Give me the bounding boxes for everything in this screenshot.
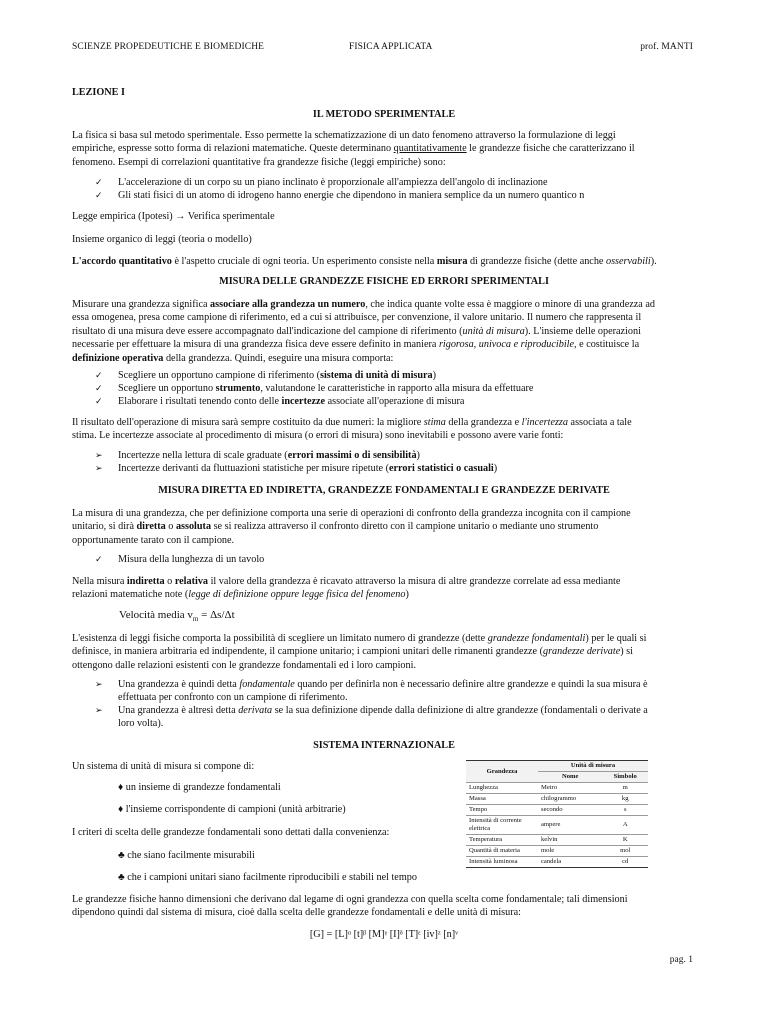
italic-term: fondamentale bbox=[239, 679, 295, 690]
table-row bbox=[466, 805, 648, 816]
list-item-text: L'accelerazione di un corpo su un piano inclinato è proporzionale all'ampiezza dell'angolo di inclinazione bbox=[118, 177, 548, 188]
list-item bbox=[96, 462, 696, 475]
list-item-text: un insieme di grandezze fondamentali bbox=[125, 782, 281, 793]
text-span: Incertezze nella lettura di scale graduate ( bbox=[118, 450, 288, 461]
text-span: ) per le quali si bbox=[585, 633, 647, 644]
text-span: risultato di una misura deve essere accompagnato dall'indicazione del campione di riferimento ( bbox=[72, 325, 463, 337]
table-cell: s bbox=[602, 805, 648, 816]
text-span: Velocità media v bbox=[119, 609, 193, 621]
text-line bbox=[72, 632, 696, 645]
check-icon: ✓ bbox=[95, 396, 103, 406]
text-span: definisce, in maniera arbitraria ed indipendente, il campione unitario; i campioni unitari delle rimanenti grandezze ( bbox=[72, 646, 543, 658]
paragraph-metodo bbox=[72, 129, 696, 169]
text-span: ) bbox=[405, 589, 409, 601]
table-cell: mol bbox=[602, 846, 648, 857]
text-span: le grandezze fisiche che caratterizzano il bbox=[466, 143, 635, 155]
list-item bbox=[96, 189, 696, 202]
text-line: La misura di una grandezza, che per definizione comporta una serie di operazioni di confronto della grandezza incognita con il campione bbox=[72, 508, 631, 519]
list-item bbox=[96, 704, 696, 731]
text-span: , che indica quante volte essa è maggiore o minore di una grandezza ad bbox=[365, 299, 655, 310]
list-item-text: Misura della lunghezza di un tavolo bbox=[118, 554, 265, 565]
club-icon: ♣ bbox=[118, 872, 125, 883]
table-cell: kg bbox=[602, 794, 648, 805]
text-span: L'esistenza di leggi fisiche comporta la possibilità di scegliere un limitato numero di grandezze (dette bbox=[72, 633, 488, 644]
bold-term: diretta bbox=[136, 521, 166, 533]
text-span: è l'aspetto cruciale di ogni teoria. Un esperimento consiste nella bbox=[171, 256, 437, 267]
section-title-misura: MISURA DELLE GRANDEZZE FISICHE ED ERRORI SPERIMENTALI bbox=[219, 276, 549, 287]
table-cell: Tempo bbox=[466, 805, 538, 816]
italic-term: derivata bbox=[238, 705, 273, 716]
table-cell: Lunghezza bbox=[466, 783, 538, 794]
paragraph-incertezze bbox=[72, 416, 696, 443]
text-line bbox=[72, 255, 696, 268]
check-icon: ✓ bbox=[95, 383, 103, 393]
text-line: Le grandezze fisiche hanno dimensioni che derivano dal legame di ogni grandezza con quella scelta come fondamentale; tali dimensioni bbox=[72, 894, 628, 905]
page-number: pag. 1 bbox=[669, 955, 693, 965]
text-span: se si realizza attraverso il confronto diretto con il campione unitario o mediante uno strumento bbox=[211, 521, 599, 533]
italic-term: l'incertezza bbox=[521, 417, 568, 428]
text-span: Una grandezza è quindi detta bbox=[118, 679, 240, 690]
text-span: il valore della grandezza è ricavato attraverso la misura di altre grandezze correlate ad essa mediante bbox=[208, 576, 621, 587]
list-item bbox=[96, 369, 696, 382]
list-item bbox=[96, 449, 696, 462]
text-line bbox=[72, 588, 696, 601]
italic-term: unità di misura bbox=[462, 325, 525, 337]
text-span: necessarie per effettuare la misura di una grandezza fisica deve essere definito in maniera bbox=[72, 339, 439, 351]
text-span: di grandezze fisiche (dette anche bbox=[467, 256, 606, 267]
column-header-unita: Unità di misura bbox=[538, 761, 648, 772]
text-span: Nella misura bbox=[72, 576, 127, 587]
text-span: Elaborare i risultati tenendo conto delle bbox=[118, 396, 282, 407]
text-span: ) bbox=[493, 463, 498, 474]
bold-term: misura bbox=[436, 256, 468, 267]
table-cell: candela bbox=[538, 857, 602, 868]
table-cell: kelvin bbox=[538, 835, 602, 846]
text-line bbox=[72, 575, 696, 588]
text-span: o bbox=[164, 576, 175, 587]
text-line bbox=[72, 416, 696, 429]
table-cell: mole bbox=[538, 846, 602, 857]
text-line bbox=[72, 338, 696, 351]
table-cell: chilogrammo bbox=[538, 794, 602, 805]
club-icon: ♣ bbox=[118, 850, 125, 861]
list-item-text: che siano facilmente misurabili bbox=[127, 850, 255, 861]
list-item-text bbox=[96, 678, 696, 705]
section-title-diretta: MISURA DIRETTA ED INDIRETTA, GRANDEZZE FONDAMENTALI E GRANDEZZE DERIVATE bbox=[158, 485, 610, 496]
text-span: , valutandone le caratteristiche in rapporto alla misura da effettuare bbox=[260, 383, 534, 394]
paragraph-fondamentali bbox=[72, 632, 696, 672]
text-span: Scegliere un opportuno campione di riferimento ( bbox=[118, 370, 320, 381]
text-span: Scegliere un opportuno bbox=[118, 383, 216, 394]
text-line: fenomeno. Esempi di correlazioni quantitative fra grandezze fisiche (leggi empiriche) sono: bbox=[72, 156, 446, 168]
text-span: Una grandezza è altresì detta bbox=[118, 705, 239, 716]
text-span: quando per definirla non è necessario definire altre grandezze e quindi la sua misura è bbox=[294, 679, 648, 690]
bold-term: sistema di unità di misura bbox=[320, 370, 433, 381]
check-icon: ✓ bbox=[95, 370, 103, 380]
text-line bbox=[72, 142, 696, 155]
table-cell: A bbox=[602, 816, 648, 835]
list-item-text bbox=[96, 449, 696, 462]
text-line: stima. Le incertezze associate al procedimento di misura (o errori di misura) sono inevitabili e possono avere varie fonti: bbox=[72, 430, 564, 442]
list-item bbox=[118, 781, 281, 794]
arrowhead-icon: ➢ bbox=[95, 705, 103, 715]
list-item-text bbox=[96, 462, 696, 475]
subscript: m bbox=[192, 615, 199, 624]
lesson-title: LEZIONE I bbox=[72, 87, 125, 98]
list-item-text: Gli stati fisici di un atomo di idrogeno hanno energie che dipendono in maniera semplice da un numero quantico n bbox=[118, 190, 585, 201]
table-cell: secondo bbox=[538, 805, 602, 816]
text-span: o bbox=[165, 521, 176, 533]
italic-term: osservabili bbox=[606, 256, 651, 267]
italic-term: rigorosa, univoca e riproducibile bbox=[438, 339, 575, 351]
table-cell: Metro bbox=[538, 783, 602, 794]
list-item bbox=[118, 803, 346, 816]
list-item-text: che i campioni unitari siano facilmente riproducibili e stabili nel tempo bbox=[127, 872, 417, 883]
text-span: associate all'operazione di misura bbox=[325, 396, 465, 407]
paragraph-diretta bbox=[72, 507, 696, 547]
bold-term: strumento bbox=[215, 383, 261, 394]
section-title-metodo: IL METODO SPERIMENTALE bbox=[312, 109, 456, 120]
text-line: Insieme organico di leggi (teoria o modello) bbox=[72, 234, 252, 245]
text-span: ) bbox=[416, 450, 420, 461]
text-line bbox=[72, 298, 696, 311]
table-cell: cd bbox=[602, 857, 648, 868]
text-span: associata a tale bbox=[568, 417, 632, 428]
diamond-icon: ♦ bbox=[118, 804, 124, 815]
italic-term: legge di definizione oppure legge fisica del fenomeno bbox=[188, 589, 406, 601]
dimension-formula: [G] = [L]ᵅ [t]ᵝ [M]ᵞ [I]ᵟ [T]ᵋ [iv]ᶻ [n]ᵛ bbox=[309, 929, 459, 940]
text-span: = Δs/Δt bbox=[198, 609, 235, 621]
text-span: Incertezze derivanti da fluttuazioni statistiche per misure ripetute ( bbox=[118, 463, 389, 474]
text-line: Legge empirica (Ipotesi) → Verifica sperimentale bbox=[72, 211, 275, 222]
table-row bbox=[466, 835, 648, 846]
text-span: , e costituisce la bbox=[574, 339, 640, 351]
bold-term: incertezze bbox=[281, 396, 326, 407]
check-icon: ✓ bbox=[95, 177, 103, 187]
list-item-text bbox=[96, 369, 696, 382]
column-header-nome: Nome bbox=[538, 772, 602, 783]
table-row bbox=[466, 857, 648, 868]
text-line: essa omogenea, presa come campione di riferimento, ed a cui si attribuisce, per convenzione, il valore unitario. Il numero che rappresenta il bbox=[72, 312, 642, 324]
arrowhead-icon: ➢ bbox=[95, 450, 103, 460]
text-span: Il risultato dell'operazione di misura sarà sempre costituito da due numeri: la migliore bbox=[72, 417, 424, 428]
table-cell: Intensità di corrente elettrica bbox=[466, 816, 538, 835]
list-item bbox=[96, 382, 696, 395]
table-cell: ampere bbox=[538, 816, 602, 835]
italic-term: grandezze derivate bbox=[542, 646, 621, 658]
paragraph-indiretta bbox=[72, 575, 696, 602]
si-units-table bbox=[466, 760, 648, 868]
list-item bbox=[96, 176, 696, 189]
header-center: FISICA APPLICATA bbox=[349, 42, 433, 52]
table-header-row bbox=[466, 761, 648, 772]
text-line bbox=[72, 325, 696, 338]
bold-term: errori massimi o di sensibilità bbox=[287, 450, 417, 461]
table-cell: K bbox=[602, 835, 648, 846]
bold-term: L'accordo quantitativo bbox=[72, 256, 172, 267]
list-item bbox=[96, 395, 696, 408]
list-item-text bbox=[96, 382, 696, 395]
text-span: se la sua definizione dipende dalla definizione di altre grandezze (fondamentali o derivate a bbox=[272, 705, 648, 716]
bold-term: errori statistici o casuali bbox=[388, 463, 494, 474]
text-span: ). bbox=[650, 256, 657, 267]
text-span: della grandezza. Quindi, eseguire una misura comporta: bbox=[163, 352, 394, 364]
text-span: della grandezza e bbox=[445, 417, 522, 428]
list-item-text bbox=[96, 395, 696, 408]
bold-term: definizione operativa bbox=[72, 352, 164, 364]
table-cell: Massa bbox=[466, 794, 538, 805]
table-cell: Quantità di materia bbox=[466, 846, 538, 857]
text-span: empiriche, espresse sotto forma di relazioni matematiche. Queste determinano bbox=[72, 143, 394, 155]
text-span: loro volta). bbox=[118, 718, 164, 730]
section-title-si: SISTEMA INTERNAZIONALE bbox=[313, 740, 455, 751]
text-line bbox=[72, 352, 696, 365]
arrowhead-icon: ➢ bbox=[95, 679, 103, 689]
text-line: Un sistema di unità di misura si compone di: bbox=[72, 761, 255, 772]
arrowhead-icon: ➢ bbox=[95, 463, 103, 473]
text-span: ) bbox=[432, 370, 437, 381]
italic-term: stima bbox=[423, 417, 446, 428]
table-row bbox=[466, 846, 648, 857]
paragraph-misura bbox=[72, 298, 696, 365]
text-span: effettuata per confronto con un campione di riferimento. bbox=[118, 692, 348, 704]
text-span: ) si bbox=[620, 646, 633, 658]
column-header-grandezza: Grandezza bbox=[466, 761, 538, 783]
text-line: I criteri di scelta delle grandezze fondamentali sono dettati dalla convenienza: bbox=[72, 827, 390, 838]
table-cell: Temperatura bbox=[466, 835, 538, 846]
list-item bbox=[118, 871, 417, 884]
table-row bbox=[466, 783, 648, 794]
paragraph-dimensioni bbox=[72, 893, 696, 920]
bold-term: relativa bbox=[174, 576, 209, 587]
text-span: unitario, si dirà bbox=[72, 521, 137, 533]
header-right: prof. MANTI bbox=[640, 42, 693, 52]
velocity-equation bbox=[119, 609, 235, 627]
text-span: Misurare una grandezza significa bbox=[72, 299, 211, 310]
list-item bbox=[96, 678, 696, 705]
list-item bbox=[96, 553, 696, 566]
check-icon: ✓ bbox=[95, 554, 103, 564]
list-item-text bbox=[96, 704, 696, 731]
text-line: La fisica si basa sul metodo sperimentale. Esso permette la schematizzazione di un dato fenomeno attraverso la formulazione di leggi bbox=[72, 130, 616, 141]
bold-term: associare alla grandezza un numero bbox=[210, 299, 366, 310]
text-line: ottengono dalle relazioni esistenti con le grandezze fondamentali ed i loro campioni. bbox=[72, 659, 416, 671]
text-span: ). L'insieme delle operazioni bbox=[524, 325, 641, 337]
table-cell: m bbox=[602, 783, 648, 794]
list-item bbox=[118, 849, 255, 862]
table-cell: Intensità luminosa bbox=[466, 857, 538, 868]
bold-term: assoluta bbox=[175, 521, 212, 533]
bold-term: indiretta bbox=[126, 576, 165, 587]
table-row bbox=[466, 794, 648, 805]
header-left: SCIENZE PROPEDEUTICHE E BIOMEDICHE bbox=[72, 42, 265, 52]
diamond-icon: ♦ bbox=[118, 782, 124, 793]
table-row bbox=[466, 816, 648, 835]
text-line: opportunamente tarato con il campione. bbox=[72, 534, 235, 546]
text-line: dipendono quindi dal sistema di misura, cioè dalla scelta delle grandezze fondamentali e delle unità di misura: bbox=[72, 907, 521, 919]
text-line bbox=[72, 645, 696, 658]
list-item-text: l'insieme corrispondente di campioni (unità arbitrarie) bbox=[125, 804, 346, 815]
text-line bbox=[72, 520, 696, 533]
check-icon: ✓ bbox=[95, 190, 103, 200]
column-header-simbolo: Simbolo bbox=[602, 772, 648, 783]
underlined-term: quantitativamente bbox=[393, 143, 467, 155]
text-span: relazioni matematiche note ( bbox=[72, 589, 189, 601]
italic-term: grandezze fondamentali bbox=[487, 633, 586, 644]
